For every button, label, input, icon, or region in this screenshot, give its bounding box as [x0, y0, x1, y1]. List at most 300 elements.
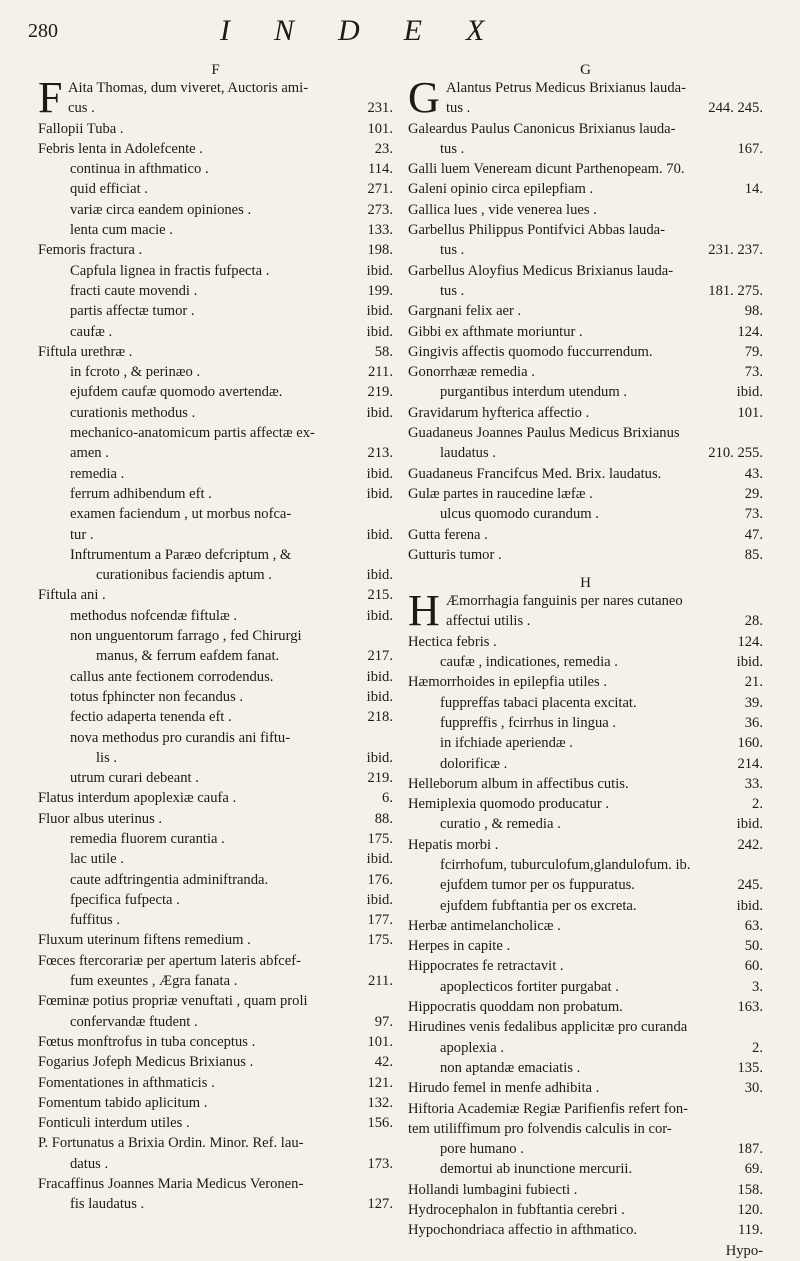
- entry-text: Galeni opinio circa epilepfiam .: [408, 181, 594, 198]
- entry-page-ref: 219.: [367, 384, 393, 401]
- entry-page-ref: 101.: [367, 120, 393, 137]
- entry-page-ref: 73.: [744, 506, 763, 523]
- index-entry: [408, 774, 763, 794]
- entry-text: Febris lenta in Adolefcente .: [38, 140, 203, 157]
- entry-page-ref: 215.: [367, 587, 393, 604]
- entry-text: fum exeuntes , Ægra fanata .: [70, 973, 238, 990]
- entry-text: Aita Thomas, dum viveret, Auctoris ami-: [68, 80, 309, 96]
- entry-page-ref: 175.: [367, 830, 393, 847]
- index-entry: [38, 930, 393, 950]
- entry-text: fcirrhofum, tuburculofum,glandulofum. ib.: [440, 856, 691, 873]
- entry-page-ref: 79.: [744, 343, 763, 360]
- entry-text: tus .: [440, 282, 465, 299]
- index-entry: [38, 342, 393, 362]
- index-entry: [408, 652, 763, 672]
- index-entry: [408, 1017, 763, 1037]
- index-entry: [408, 139, 763, 159]
- entry-page-ref: ibid.: [366, 851, 393, 868]
- index-entry: [408, 545, 763, 565]
- index-entry: [408, 342, 763, 362]
- entry-page-ref: 133.: [367, 222, 393, 239]
- index-entry: [408, 281, 763, 301]
- index-entry: [408, 835, 763, 855]
- index-entry: [38, 1052, 393, 1072]
- entry-text: in fcroto , & perinæo .: [70, 364, 201, 381]
- index-entry: [38, 322, 393, 342]
- entry-page-ref: 39.: [744, 694, 763, 711]
- entry-text: nova methodus pro curandis ani fiftu-: [70, 729, 291, 746]
- entry-page-ref: 158.: [737, 1181, 763, 1198]
- entry-text: curationibus faciendis aptum .: [96, 567, 272, 584]
- entry-page-ref: 2.: [752, 1039, 763, 1056]
- entry-text: Herpes in capite .: [408, 938, 511, 955]
- index-entry: [38, 788, 393, 808]
- entry-page-ref: 245.: [737, 877, 763, 894]
- index-entry: [38, 849, 393, 869]
- index-entry: [38, 220, 393, 240]
- index-entry: [38, 1113, 393, 1133]
- entry-page-ref: 211.: [368, 973, 393, 990]
- entry-text: Fiftula ani .: [38, 587, 106, 604]
- entry-page-ref: 181. 275.: [708, 282, 763, 299]
- entry-text: caufæ , indicationes, remedia .: [440, 654, 618, 671]
- entry-text: Fœces ftercorariæ per apertum lateris abfcef-: [38, 952, 301, 969]
- entry-text: Garbellus Philippus Pontifvici Abbas lauda-: [408, 222, 665, 239]
- entry-page-ref: 85.: [744, 546, 763, 563]
- entry-page-ref: ibid.: [366, 688, 393, 705]
- index-entry: [38, 159, 393, 179]
- entry-page-ref: ibid.: [366, 607, 393, 624]
- index-entry: [408, 382, 763, 402]
- index-entry: [38, 910, 393, 930]
- entry-page-ref: 114.: [368, 161, 393, 178]
- entry-text: Fallopii Tuba .: [38, 120, 124, 137]
- page-number: 280: [28, 20, 58, 42]
- index-entry: [38, 829, 393, 849]
- section-letter-h: H: [580, 575, 591, 592]
- index-entry: [38, 261, 393, 281]
- index-entry: [408, 754, 763, 774]
- index-entry: [38, 1194, 393, 1214]
- entry-page-ref: 21.: [744, 674, 763, 691]
- entry-text: Hippocrates fe retractavit .: [408, 958, 564, 975]
- index-entry: [38, 1012, 393, 1032]
- index-entry: [38, 991, 393, 1011]
- entry-text: callus ante fectionem corrodendus.: [70, 668, 274, 685]
- entry-text: non unguentorum farrago , fed Chirurgi: [70, 628, 302, 645]
- index-entry: [38, 98, 393, 118]
- entry-text: datus .: [70, 1155, 109, 1172]
- drop-cap: H: [408, 586, 440, 636]
- entry-page-ref: 47.: [744, 526, 763, 543]
- entry-page-ref: ibid.: [366, 526, 393, 543]
- index-entry: [38, 179, 393, 199]
- entry-text: fis laudatus .: [70, 1196, 145, 1213]
- entry-text: non aptandæ emaciatis .: [440, 1059, 581, 1076]
- entry-text: Gargnani felix aer .: [408, 303, 522, 320]
- index-entry: [408, 1058, 763, 1078]
- entry-page-ref: 175.: [367, 932, 393, 949]
- entry-page-ref: 160.: [737, 735, 763, 752]
- entry-text: ejufdem fubftantia per os excreta.: [440, 897, 637, 914]
- entry-text: demortui ab inunctione mercurii.: [440, 1161, 633, 1178]
- entry-text: amen .: [70, 445, 109, 462]
- index-entry: [408, 1139, 763, 1159]
- index-entry: [38, 281, 393, 301]
- index-entry: [408, 301, 763, 321]
- entry-page-ref: ibid.: [366, 262, 393, 279]
- entry-page-ref: 199.: [367, 282, 393, 299]
- index-entry: [38, 423, 393, 443]
- index-entry: [408, 916, 763, 936]
- index-entry: [408, 220, 763, 240]
- entry-page-ref: 173.: [367, 1155, 393, 1172]
- entry-text: Hirudines venis fedalibus applicitæ pro curanda: [408, 1019, 688, 1036]
- index-entry: [408, 875, 763, 895]
- index-entry: [38, 119, 393, 139]
- index-entry: [408, 611, 763, 631]
- index-entry: [38, 606, 393, 626]
- entry-page-ref: 6.: [382, 790, 393, 807]
- entry-text: fracti caute movendi .: [70, 282, 198, 299]
- entry-text: Guadaneus Joannes Paulus Medicus Brixianus: [408, 425, 680, 442]
- entry-text: laudatus .: [440, 445, 496, 462]
- section-spacer: [408, 565, 763, 575]
- index-entry: [38, 200, 393, 220]
- entry-text: Gulæ partes in raucedine læfæ .: [408, 485, 593, 502]
- entry-page-ref: 63.: [744, 917, 763, 934]
- index-entry: [408, 693, 763, 713]
- entry-page-ref: ibid.: [366, 465, 393, 482]
- entry-page-ref: 101.: [367, 1033, 393, 1050]
- index-entry: [38, 707, 393, 727]
- entry-page-ref: 98.: [744, 303, 763, 320]
- entry-page-ref: 69.: [744, 1161, 763, 1178]
- entry-page-ref: 231.: [367, 100, 393, 117]
- index-entry: [38, 890, 393, 910]
- entry-text: Hypochondriaca affectio in afthmatico.: [408, 1222, 638, 1239]
- entry-text: pore humano .: [440, 1141, 524, 1158]
- index-entry: [408, 443, 763, 463]
- entry-page-ref: 97.: [374, 1013, 393, 1030]
- entry-text: Fiftula urethræ .: [38, 343, 133, 360]
- entry-page-ref: 244. 245.: [708, 100, 763, 117]
- index-entry: [38, 382, 393, 402]
- entry-page-ref: 217.: [367, 648, 393, 665]
- entry-text: fuffitus .: [70, 912, 120, 929]
- index-entry: [408, 977, 763, 997]
- entry-text: partis affectæ tumor .: [70, 303, 195, 320]
- entry-page-ref: 73.: [744, 364, 763, 381]
- entry-text: Femoris fractura .: [38, 242, 143, 259]
- index-column-right: [408, 62, 763, 1261]
- entry-text: Alantus Petrus Medicus Brixianus lauda-: [446, 80, 686, 96]
- index-entry: [408, 525, 763, 545]
- entry-page-ref: ibid.: [366, 404, 393, 421]
- entry-text: tur .: [70, 526, 94, 543]
- entry-text: Hydrocephalon in fubftantia cerebri .: [408, 1202, 625, 1219]
- entry-page-ref: 213.: [367, 445, 393, 462]
- entry-text: Gutta ferena .: [408, 526, 488, 543]
- index-entry: [38, 748, 393, 768]
- entry-text: fuppreffis , fcirrhus in lingua .: [440, 714, 617, 731]
- section-letter-g: G: [580, 62, 591, 78]
- index-entry: [408, 362, 763, 382]
- index-entry: [38, 1174, 393, 1194]
- entry-page-ref: ibid.: [366, 567, 393, 584]
- index-entry: [408, 464, 763, 484]
- entry-page-ref: 58.: [374, 343, 393, 360]
- index-entry: [408, 159, 763, 179]
- index-entry: [38, 565, 393, 585]
- entry-text: Hepatis morbi .: [408, 836, 499, 853]
- index-entry: [38, 1093, 393, 1113]
- entry-text: fectio adaperta tenenda eft .: [70, 709, 232, 726]
- entry-text: ulcus quomodo curandum .: [440, 506, 599, 523]
- index-entry: [38, 971, 393, 991]
- entry-page-ref: ibid.: [366, 749, 393, 766]
- entry-text: Flatus interdum apoplexiæ caufa .: [38, 790, 237, 807]
- index-entry: [408, 179, 763, 199]
- entry-page-ref: 124.: [737, 323, 763, 340]
- index-entry: [38, 809, 393, 829]
- entry-page-ref: ibid.: [366, 668, 393, 685]
- entry-page-ref: 177.: [367, 912, 393, 929]
- entry-text: variæ circa eandem opiniones .: [70, 201, 252, 218]
- entry-text: Gingivis affectis quomodo fuccurrendum.: [408, 343, 653, 360]
- entry-text: Fluxum uterinum fiftens remedium .: [38, 932, 251, 949]
- index-entry: [38, 504, 393, 524]
- entry-text: Galli luem Veneream dicunt Parthenopeam. 70.: [408, 161, 685, 178]
- index-entry: [408, 261, 763, 281]
- index-entry: [38, 545, 393, 565]
- entry-text: Gravidarum hyfterica affectio .: [408, 404, 590, 421]
- index-entry: [408, 794, 763, 814]
- index-entry: [38, 301, 393, 321]
- entry-page-ref: 187.: [737, 1141, 763, 1158]
- entry-text: ejufdem caufæ quomodo avertendæ.: [70, 384, 283, 401]
- entry-text: fuppreffas tabaci placenta excitat.: [440, 694, 637, 711]
- entry-page-ref: 124.: [737, 633, 763, 650]
- entry-text: in ifchiade aperiendæ .: [440, 735, 573, 752]
- index-entry: [38, 951, 393, 971]
- index-entry: [408, 1180, 763, 1200]
- entry-text: ejufdem tumor per os fuppuratus.: [440, 877, 635, 894]
- entry-text: ferrum adhibendum eft .: [70, 485, 212, 502]
- index-entry: [408, 956, 763, 976]
- entry-page-ref: ibid.: [736, 897, 763, 914]
- index-entry: [38, 443, 393, 463]
- entry-page-ref: 127.: [367, 1196, 393, 1213]
- index-entry: [38, 240, 393, 260]
- index-entry: [408, 504, 763, 524]
- entry-text: Gibbi ex afthmate moriuntur .: [408, 323, 583, 340]
- index-entry: [408, 240, 763, 260]
- entry-page-ref: 211.: [368, 364, 393, 381]
- entry-text: purgantibus interdum utendum .: [440, 384, 627, 401]
- entry-text: Hiftoria Academiæ Regiæ Parifienfis refert fon-: [408, 1100, 689, 1117]
- entry-text: Hæmorrhoides in epilepfia utiles .: [408, 674, 608, 691]
- entry-page-ref: 28.: [744, 613, 763, 630]
- entry-text: Herbæ antimelancholicæ .: [408, 917, 561, 934]
- entry-text: Fogarius Jofeph Medicus Brixianus .: [38, 1054, 254, 1071]
- entry-page-ref: 33.: [744, 775, 763, 792]
- index-entry: [408, 814, 763, 834]
- index-entry: [408, 322, 763, 342]
- index-entry: [408, 1078, 763, 1098]
- index-entry: [38, 362, 393, 382]
- index-entry: [38, 646, 393, 666]
- entry-text: totus fphincter non fecandus .: [70, 688, 244, 705]
- index-entry: [408, 119, 763, 139]
- entry-text: remedia fluorem curantia .: [70, 830, 225, 847]
- entry-text: remedia .: [70, 465, 125, 482]
- entry-text: Æmorrhagia fanguinis per nares cutaneo: [446, 593, 683, 610]
- index-entry: [38, 585, 393, 605]
- entry-page-ref: 242.: [737, 836, 763, 853]
- entry-page-ref: 42.: [374, 1054, 393, 1071]
- index-entry: [38, 1133, 393, 1153]
- entry-text: apoplecticos fortiter purgabat .: [440, 978, 619, 995]
- entry-text: Galeardus Paulus Canonicus Brixianus lauda-: [408, 120, 676, 137]
- entry-page-ref: ibid.: [736, 654, 763, 671]
- entry-text: Gonorrhææ remedia .: [408, 364, 535, 381]
- entry-text: lenta cum macie .: [70, 222, 173, 239]
- entry-text: examen faciendum , ut morbus nofca-: [70, 506, 292, 523]
- entry-text: Fluor albus uterinus .: [38, 810, 163, 827]
- entry-page-ref: ibid.: [736, 384, 763, 401]
- entry-page-ref: 121.: [367, 1074, 393, 1091]
- entry-page-ref: 23.: [374, 140, 393, 157]
- index-entry: [38, 768, 393, 788]
- index-entry: [38, 626, 393, 646]
- entry-text: methodus nofcendæ fiftulæ .: [70, 607, 237, 624]
- index-entry: [38, 687, 393, 707]
- entry-page-ref: 88.: [374, 810, 393, 827]
- entry-page-ref: 214.: [737, 755, 763, 772]
- index-entry: [38, 403, 393, 423]
- entry-text: Hirudo femel in menfe adhibita .: [408, 1080, 600, 1097]
- entry-text: Garbellus Aloyfius Medicus Brixianus lauda-: [408, 262, 674, 279]
- index-entry: [38, 728, 393, 748]
- index-entry: [408, 484, 763, 504]
- entry-text: Fonticuli interdum utiles .: [38, 1115, 190, 1132]
- entry-text: utrum curari debeant .: [70, 770, 199, 787]
- index-entry: [408, 1241, 763, 1261]
- index-entry: [408, 1200, 763, 1220]
- index-entry: [408, 672, 763, 692]
- entry-text: caufæ .: [70, 323, 113, 340]
- entry-text: affectui utilis .: [446, 613, 531, 630]
- entry-text: curationis methodus .: [70, 404, 196, 421]
- entry-text: P. Fortunatus a Brixia Ordin. Minor. Ref. lau-: [38, 1135, 304, 1152]
- index-entry: [408, 1038, 763, 1058]
- index-entry: [38, 870, 393, 890]
- entry-text: continua in afthmatico .: [70, 161, 209, 178]
- entry-page-ref: ibid.: [366, 891, 393, 908]
- index-entry: [408, 733, 763, 753]
- entry-text: lac utile .: [70, 851, 124, 868]
- entry-text: confervandæ ftudent .: [70, 1013, 198, 1030]
- entry-page-ref: ibid.: [366, 323, 393, 340]
- entry-page-ref: 120.: [737, 1202, 763, 1219]
- entry-text: tus .: [440, 242, 465, 259]
- entry-page-ref: 198.: [367, 242, 393, 259]
- entry-text: Fœminæ potius propriæ venuftati , quam proli: [38, 993, 308, 1010]
- entry-text: Fœtus monftrofus in tuba conceptus .: [38, 1033, 256, 1050]
- entry-page-ref: ibid.: [366, 485, 393, 502]
- entry-text: fpecifica fufpecta .: [70, 891, 180, 908]
- index-entry: [408, 997, 763, 1017]
- entry-text: Guadaneus Francifcus Med. Brix. laudatus.: [408, 465, 662, 482]
- entry-page-ref: 30.: [744, 1080, 763, 1097]
- entry-page-ref: 3.: [752, 978, 763, 995]
- index-column-left: [38, 62, 393, 1215]
- entry-text: curatio , & remedia .: [440, 816, 561, 833]
- entry-text: Hollandi lumbagini fubiecti .: [408, 1181, 578, 1198]
- entry-page-ref: 119.: [738, 1222, 763, 1239]
- index-entry: [38, 667, 393, 687]
- entry-page-ref: 135.: [737, 1059, 763, 1076]
- index-entry: [408, 98, 763, 118]
- index-entry: [408, 1220, 763, 1240]
- entry-page-ref: 218.: [367, 709, 393, 726]
- entry-page-ref: 156.: [367, 1115, 393, 1132]
- entry-text: tus .: [440, 140, 465, 157]
- entry-text: tus .: [446, 100, 471, 117]
- index-entry: [408, 713, 763, 733]
- entry-page-ref: 167.: [737, 140, 763, 157]
- entry-page-ref: 163.: [737, 999, 763, 1016]
- index-entry: [408, 200, 763, 220]
- running-head: INDEX: [220, 14, 529, 47]
- entry-text: Gutturis tumor .: [408, 546, 502, 563]
- entry-page-ref: 271.: [367, 181, 393, 198]
- index-entry: [408, 896, 763, 916]
- entry-text: Gallica lues , vide venerea lues .: [408, 201, 597, 218]
- entry-page-ref: 101.: [737, 404, 763, 421]
- drop-cap: F: [38, 73, 63, 122]
- entry-page-ref: 210. 255.: [708, 445, 763, 462]
- entry-text: apoplexia .: [440, 1039, 505, 1056]
- index-entry: [408, 1159, 763, 1179]
- entry-text: Hemiplexia quomodo producatur .: [408, 796, 610, 813]
- entry-page-ref: 36.: [744, 714, 763, 731]
- entry-text: Capfula lignea in fractis fufpecta .: [70, 262, 270, 279]
- index-entry: [38, 1154, 393, 1174]
- index-entry: [38, 1073, 393, 1093]
- entry-text: dolorificæ .: [440, 755, 508, 772]
- entry-page-ref: 2.: [752, 796, 763, 813]
- entry-page-ref: 50.: [744, 938, 763, 955]
- entry-text: caute adftringentia adminiftranda.: [70, 871, 269, 888]
- entry-page-ref: 273.: [367, 201, 393, 218]
- index-entry: [408, 936, 763, 956]
- entry-page-ref: ibid.: [366, 303, 393, 320]
- index-entry: [38, 139, 393, 159]
- entry-text: Fomentum tabido aplicitum .: [38, 1094, 208, 1111]
- entry-page-ref: 14.: [744, 181, 763, 198]
- entry-page-ref: 43.: [744, 465, 763, 482]
- entry-page-ref: ibid.: [736, 816, 763, 833]
- index-entry: [408, 632, 763, 652]
- entry-page-ref: 176.: [367, 871, 393, 888]
- entry-text: lis .: [96, 749, 118, 766]
- drop-cap: G: [408, 73, 440, 122]
- entry-text: mechanico-anatomicum partis affectæ ex-: [70, 425, 315, 442]
- entry-text: tem utiliffimum pro folvendis calculis in cor-: [408, 1120, 672, 1137]
- entry-page-ref: 60.: [744, 958, 763, 975]
